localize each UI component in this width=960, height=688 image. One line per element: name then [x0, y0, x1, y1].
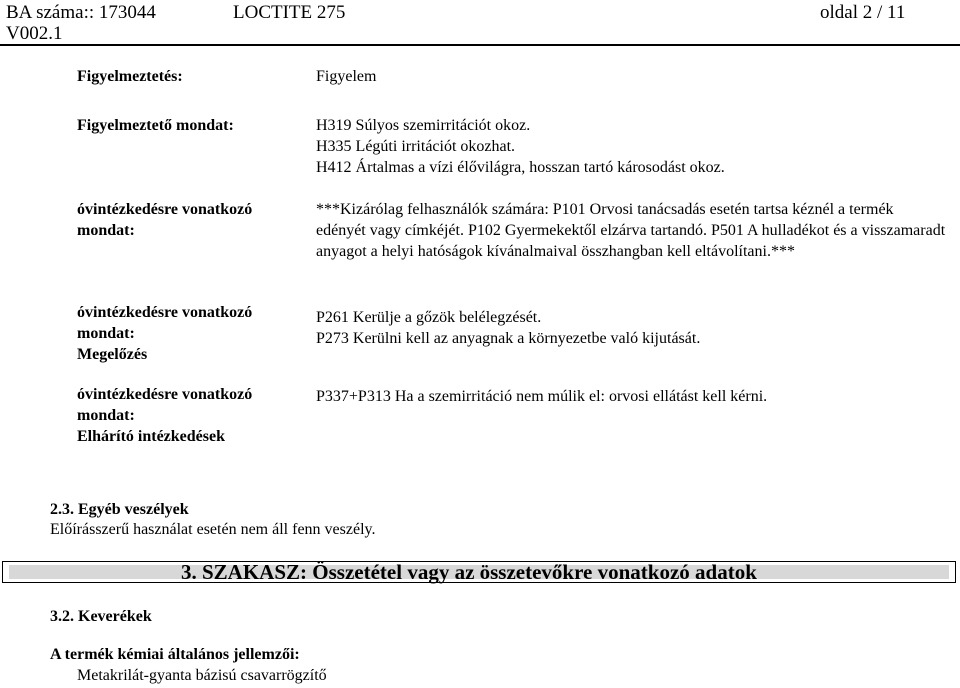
precaution-line-p337-p313: P337+P313 Ha a szemirritáció nem múlik el: orvosi ellátást kell kérni. [316, 388, 768, 405]
section-2-3-title: 2.3. Egyéb veszélyek [50, 501, 189, 518]
header-page-number: oldal 2 / 11 [820, 2, 906, 23]
precaution-general-label-line1: óvintézkedésre vonatkozó [77, 201, 253, 218]
precaution-response-label-line3: Elhárító intézkedések [77, 428, 225, 445]
header-product-name: LOCTITE 275 [233, 2, 346, 23]
hazard-statements [316, 115, 725, 178]
hazard-line-h335: H335 Légúti irritációt okozhat. [316, 138, 516, 155]
precaution-general-text: ***Kizárólag felhasználók számára: P101 Orvosi tanácsadás esetén tartsa kéznél a termék edényét vagy címkéjét. P102 Gyermekektől elzárva tartandó. P501 A hulladékot és a visszamaradt anyagot a helyi hatóságok kívánalmaival összhangban kell eltávolítani.*** [316, 201, 946, 260]
hazard-line-h319: H319 Súlyos szemirritációt okoz. [316, 117, 531, 134]
section-3-2-title: 3.2. Keverékek [50, 608, 152, 625]
chemical-characterization-title: A termék kémiai általános jellemzői: [50, 646, 300, 663]
header-divider [0, 44, 960, 46]
precaution-response-statements [316, 386, 767, 407]
chemical-characterization-text: Metakrilát-gyanta bázisú csavarrögzítő [77, 667, 327, 684]
section-3-title: 3. SZAKASZ: Összetétel vagy az összetevőkre vonatkozó adatok [181, 560, 757, 584]
hazard-label: Figyelmeztető mondat: [77, 117, 234, 134]
precaution-general-label [77, 199, 252, 241]
precaution-prevention-label-line2: mondat: [77, 325, 135, 342]
precaution-line-p273: P273 Kerülni kell az anyagnak a környezetbe való kijutását. [316, 330, 701, 347]
precaution-prevention-label-line3: Megelőzés [77, 346, 148, 363]
precaution-response-label-line1: óvintézkedésre vonatkozó [77, 386, 253, 403]
precaution-response-label [77, 384, 252, 447]
precaution-general-label-line2: mondat: [77, 222, 135, 239]
header-version: V002.1 [6, 23, 63, 44]
warning-label: Figyelmeztetés: [77, 68, 183, 85]
precaution-response-label-line2: mondat: [77, 407, 135, 424]
precaution-line-p261: P261 Kerülje a gőzök belélegzését. [316, 309, 542, 326]
warning-value: Figyelem [316, 68, 377, 85]
section-2-3-text: Előírásszerű használat esetén nem áll fenn veszély. [50, 521, 376, 538]
precaution-prevention-label-line1: óvintézkedésre vonatkozó [77, 304, 253, 321]
header-ba-number: BA száma:: 173044 [6, 2, 156, 23]
precaution-prevention-statements [316, 307, 700, 349]
precaution-prevention-label [77, 302, 252, 365]
hazard-line-h412: H412 Ártalmas a vízi élővilágra, hosszan tartó károsodást okoz. [316, 159, 725, 176]
